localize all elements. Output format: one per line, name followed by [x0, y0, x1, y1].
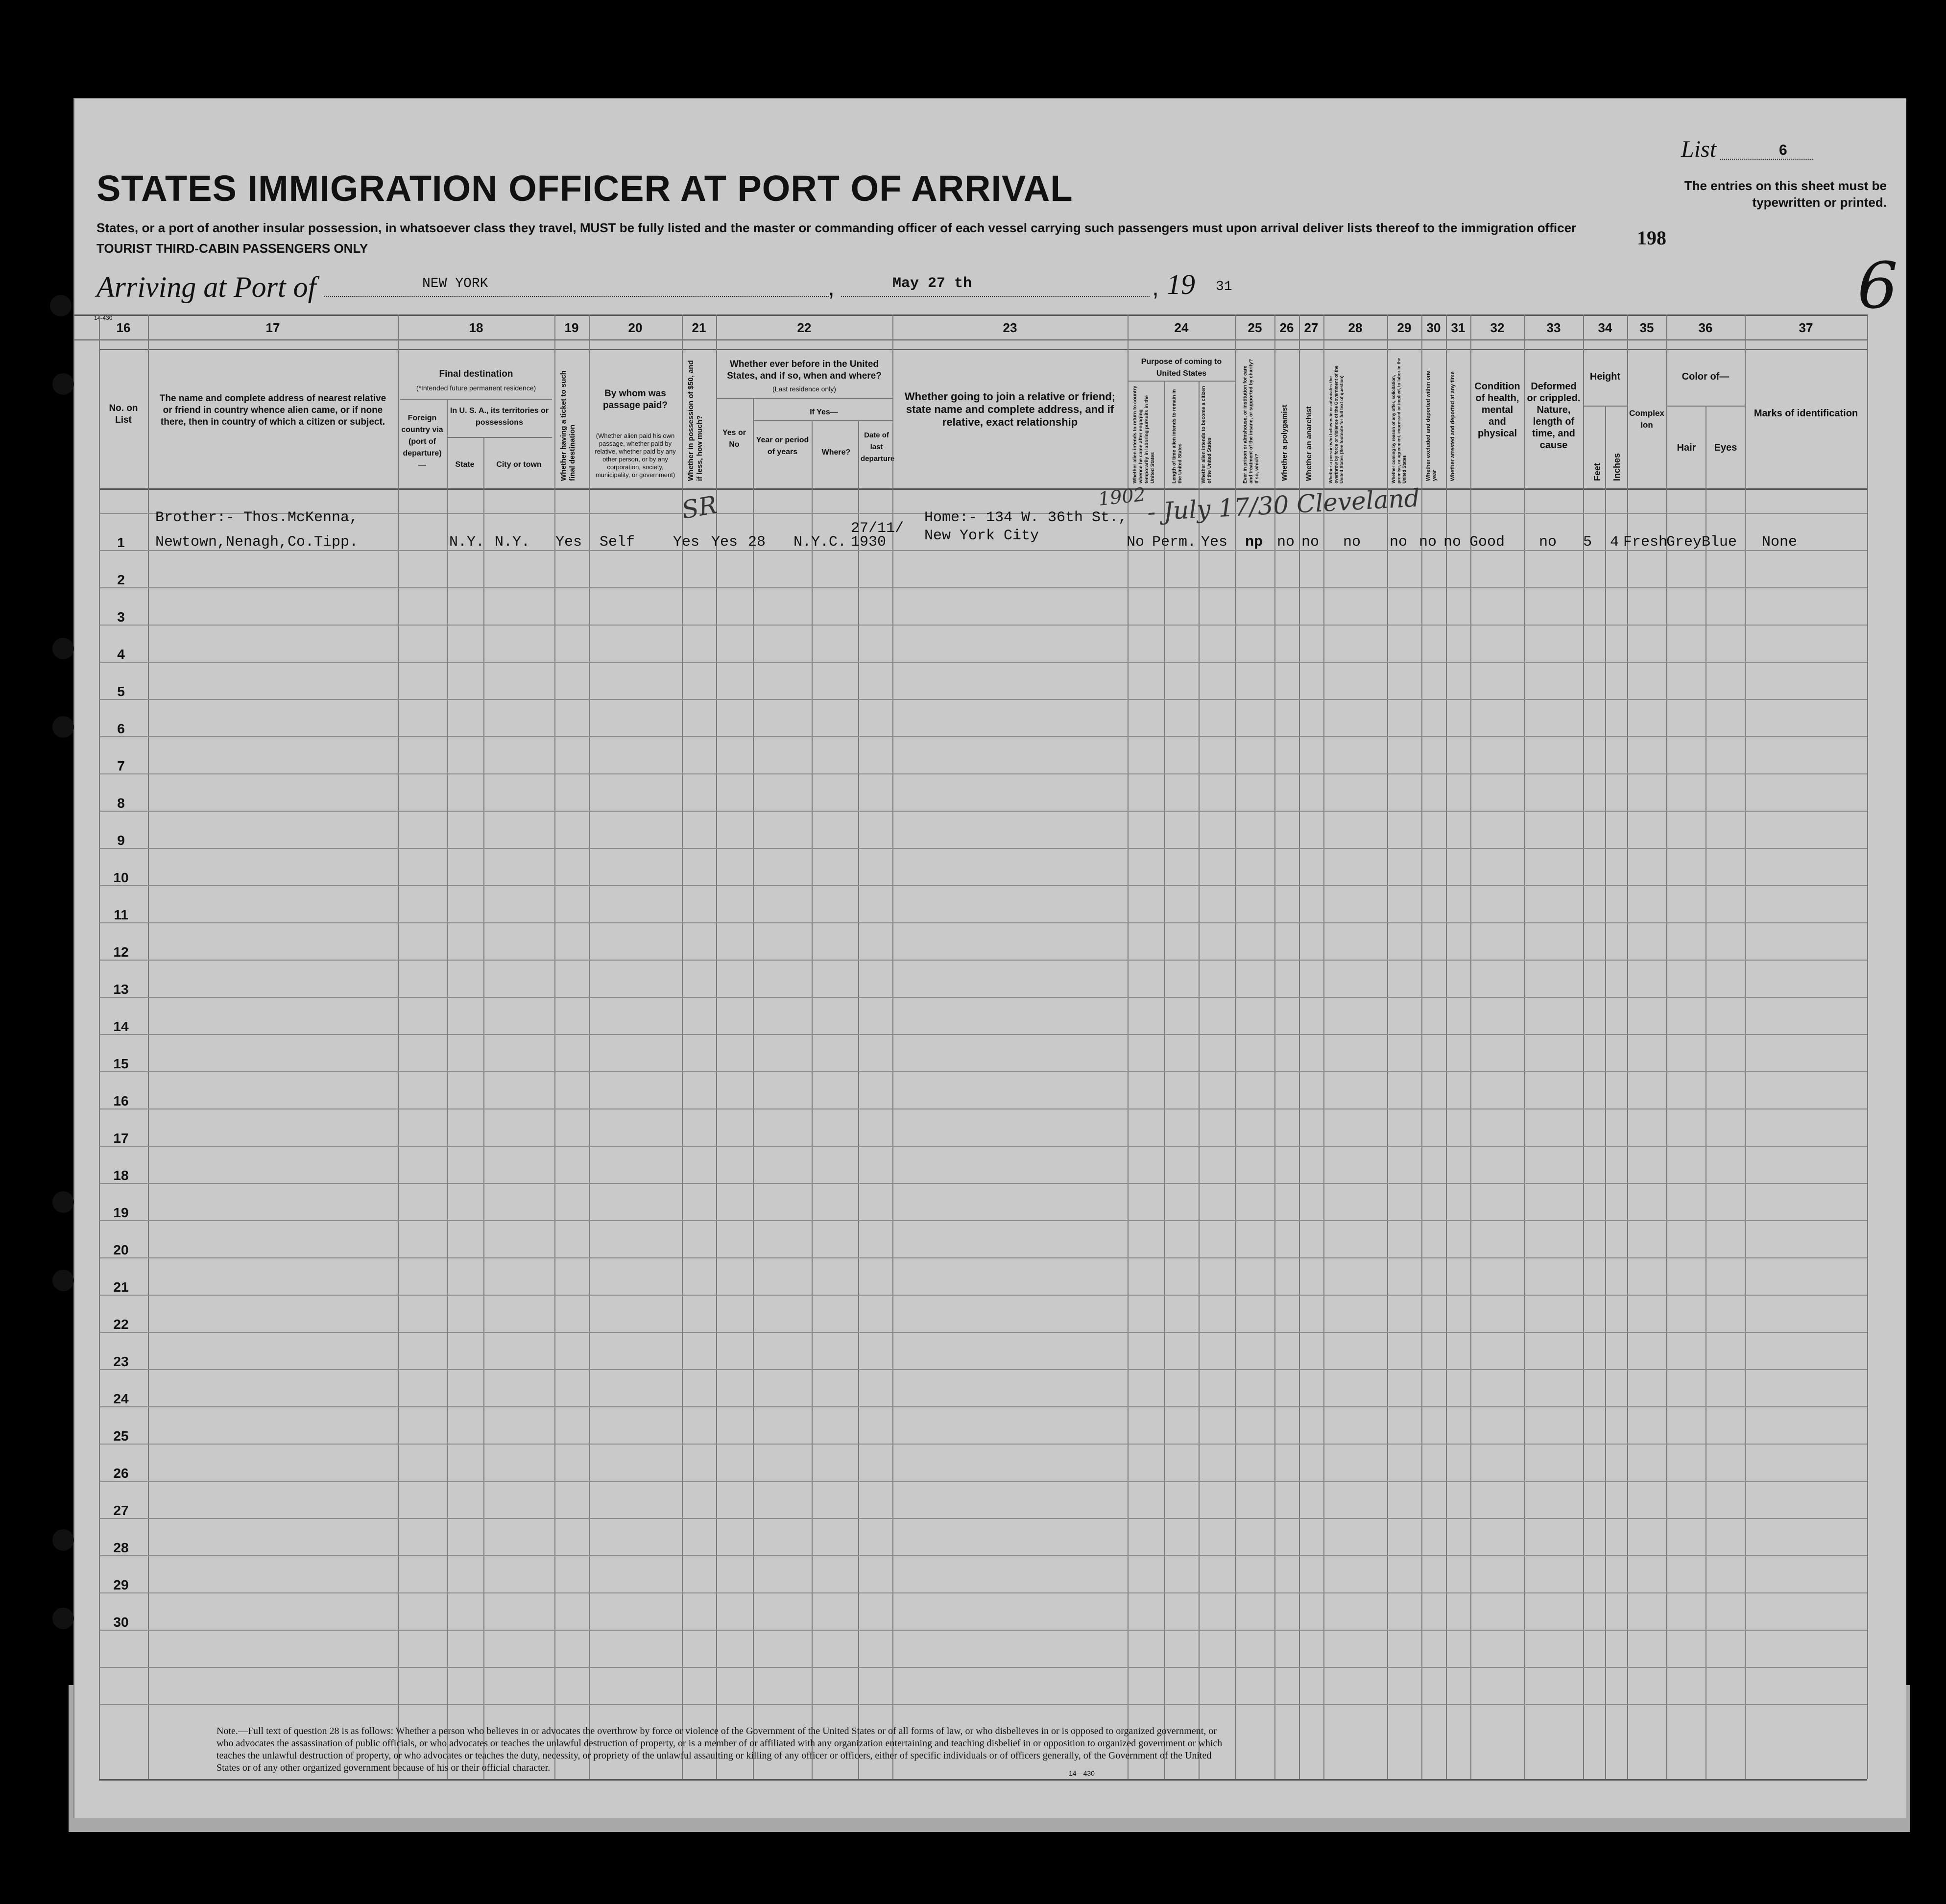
grid-vline [1605, 406, 1606, 1779]
grid-vline [1274, 314, 1275, 1779]
anarchist-value: no [1301, 534, 1320, 551]
comma-2: , [1152, 273, 1159, 301]
grid-hline [99, 1257, 1867, 1258]
header-joining: Whether going to join a relative or friend; state name and complete address, and if relative, exact relationship [904, 390, 1116, 428]
row-number: 7 [117, 758, 125, 773]
grid-hline [99, 1034, 1867, 1035]
header-prison: Ever in prison or almshouse, or institution for care and treatment of the insane, or supported by charity? If so, which? [1243, 359, 1260, 483]
header-complexion: Complexion [1629, 409, 1664, 430]
date-underline [841, 296, 1150, 297]
column-number-row [74, 314, 1867, 340]
punch-hole [52, 716, 74, 738]
col-num: 29 [1397, 320, 1412, 335]
col-num: 26 [1279, 320, 1294, 335]
marks-value: None [1762, 534, 1798, 551]
feet-value: 5 [1583, 534, 1592, 551]
col-num: 28 [1348, 320, 1363, 335]
sheet-number: 198 [1637, 227, 1666, 249]
header-final-destination-sub: (*Intended future permanent residence) [416, 384, 536, 392]
row-number: 11 [114, 907, 128, 922]
grid-vline [1867, 314, 1868, 1779]
row-number: 2 [117, 572, 125, 587]
header-period: Year or period of years [756, 436, 809, 456]
header-polygamist: Whether a polygamist [1280, 405, 1289, 481]
col-num: 25 [1248, 320, 1262, 335]
before-where-value: N.Y.C. [793, 534, 847, 551]
header-health: Condition of health, mental and physical [1474, 381, 1520, 439]
col-num: 30 [1426, 320, 1441, 335]
punch-hole [52, 638, 74, 659]
class-line: TOURIST THIRD-CABIN PASSENGERS ONLY [96, 241, 368, 256]
grid-vline [1235, 314, 1236, 1779]
col-num: 37 [1799, 320, 1813, 335]
city-value: N.Y. [495, 534, 530, 551]
citizen-intent-value: Yes [1201, 534, 1228, 551]
row-number: 30 [113, 1615, 129, 1630]
grid-vline [589, 314, 590, 1779]
row-number: 13 [113, 982, 129, 997]
rule [753, 420, 892, 421]
grid-hline [99, 885, 1867, 886]
header-return-intent: Whether alien intends to return to country whence he came after engaging temporarily in laboring pursuits in the United States [1132, 386, 1155, 483]
row-number: 19 [113, 1205, 129, 1220]
complexion-value: Fresh [1623, 534, 1668, 551]
grid-hline [99, 1146, 1867, 1147]
row-number: 1 [117, 535, 125, 550]
col-num: 21 [692, 320, 706, 335]
grid-hline [99, 699, 1867, 700]
comma-1: , [828, 273, 835, 301]
handwritten-annotation: SR [679, 490, 720, 525]
overthrow-value: no [1343, 534, 1361, 551]
header-nearest-relative: The name and complete address of nearest relative or friend in country whence alien came, or if none there, then in country of which a citizen or subject. [159, 393, 386, 427]
punch-hole [52, 373, 74, 395]
row-number: 17 [113, 1131, 129, 1146]
header-top-rule [99, 349, 1867, 350]
grid-hline [99, 848, 1867, 849]
header-bottom-rule [99, 488, 1867, 490]
row-number: 22 [113, 1317, 129, 1332]
grid-vline [1199, 381, 1200, 1779]
row-number: 9 [117, 833, 125, 848]
health-value: Good [1469, 534, 1505, 551]
grid-hline [99, 736, 1867, 737]
handwritten-annotation: 1902 [1097, 483, 1147, 510]
col-num: 33 [1546, 320, 1561, 335]
grid-hline [99, 1369, 1867, 1370]
row-number: 21 [113, 1279, 129, 1295]
list-label: List [1681, 136, 1717, 162]
row-number: 26 [113, 1466, 129, 1481]
header-final-destination: Final destination [439, 369, 513, 379]
hair-value: Grey [1666, 534, 1702, 551]
grid-hline [99, 1406, 1867, 1407]
grid-hline [99, 1295, 1867, 1296]
col-num: 34 [1598, 320, 1612, 335]
grid-hline [99, 1444, 1867, 1445]
header-color-of: Color of— [1682, 371, 1730, 382]
header-last-departure: Date of last departure [861, 431, 895, 463]
grid-vline [1524, 314, 1525, 1779]
grid-hline [99, 587, 1867, 588]
list-number: 6 [1779, 142, 1787, 158]
header-foreign-country: Foreign country via (port of departure)— [401, 414, 443, 469]
row-number: 10 [113, 870, 129, 885]
grid-vline [1387, 314, 1388, 1779]
row-number: 8 [117, 795, 125, 811]
row-number: 27 [113, 1503, 129, 1518]
punch-hole [52, 1270, 74, 1291]
date-value: May 27 th [892, 275, 972, 292]
page-title: STATES IMMIGRATION OFFICER AT PORT OF ARRIVAL [96, 168, 1073, 209]
row-number: 12 [113, 944, 129, 960]
grid-hline [99, 1704, 1867, 1705]
ticket-value: Yes [555, 534, 582, 551]
grid-hline [99, 1592, 1867, 1593]
entries-note: The entries on this sheet must be typewritten or printed. [1684, 178, 1887, 210]
header-length-stay: Length of time alien intends to remain in the United States [1172, 389, 1183, 483]
header-marks: Marks of identification [1754, 408, 1858, 419]
grid-hline [99, 1332, 1867, 1333]
header-fifty-dollars: Whether in possession of $50, and if less, how much? [687, 360, 704, 481]
port-value: NEW YORK [422, 276, 488, 291]
relative-line-2: Newtown,Nenagh,Co.Tipp. [155, 534, 359, 551]
row-number: 16 [113, 1093, 129, 1109]
col-num: 20 [628, 320, 643, 335]
grid-hline [99, 773, 1867, 774]
header-before-in-us-sub: (Last residence only) [772, 385, 836, 393]
form-code-top: 14-430 [94, 314, 113, 321]
grid-vline [99, 314, 100, 1779]
punch-hole [52, 1529, 74, 1551]
grid-vline [1164, 381, 1165, 1779]
grid-vline [1323, 314, 1324, 1779]
has-fifty-value: Yes [673, 534, 700, 551]
grid-hline [99, 625, 1867, 626]
header-yes-no: Yes or No [722, 429, 746, 449]
col-num: 19 [564, 320, 579, 335]
grid-hline [99, 1630, 1867, 1631]
header-passage-paid-sub: (Whether alien paid his own passage, whether paid by relative, whether paid by any other person, or by any corporation, society, municipality, or government) [595, 432, 676, 479]
deformed-value: no [1539, 534, 1557, 551]
grid-hline [99, 997, 1867, 998]
col-num: 32 [1490, 320, 1505, 335]
row-number: 29 [113, 1577, 129, 1592]
header-excluded: Whether excluded and deported within one year [1425, 371, 1438, 481]
row-number: 6 [117, 721, 125, 736]
arriving-label: Arriving at Port of [96, 271, 316, 303]
excluded-value: no [1419, 534, 1437, 551]
header-anarchist: Whether an anarchist [1305, 406, 1313, 481]
year-prefix: 19 [1167, 268, 1195, 300]
grid-bottom-rule [99, 1779, 1867, 1781]
grid-hline [99, 960, 1867, 961]
row-number: 14 [113, 1019, 129, 1034]
handwritten-mark: 6 [1857, 248, 1898, 323]
col-num: 27 [1304, 320, 1319, 335]
before-years-value: 28 [748, 534, 766, 551]
header-city: City or town [496, 460, 542, 469]
return-intent-value: No [1127, 534, 1145, 551]
list-underline [1720, 159, 1813, 160]
polygamist-value: no [1277, 534, 1295, 551]
rule [716, 398, 892, 399]
grid-vline [447, 399, 448, 1779]
row-number: 4 [117, 647, 125, 662]
header-hair: Hair [1677, 442, 1696, 453]
header-ticket: Whether having a ticket to such final destination [559, 370, 577, 481]
header-before-in-us: Whether ever before in the United States, and if so, when and where? [727, 359, 882, 381]
before-date-line-2: 1930 [851, 534, 887, 551]
header-if-yes: If Yes— [810, 408, 838, 416]
punch-hole [52, 1191, 74, 1213]
header-passage-paid: By whom was passage paid? [603, 388, 668, 410]
header-feet: Feet [1592, 462, 1602, 481]
rule [400, 399, 552, 400]
row-number: 28 [113, 1540, 129, 1555]
header-height: Height [1589, 371, 1621, 382]
grid-hline [99, 1183, 1867, 1184]
punch-hole [50, 295, 72, 316]
state-value: N.Y. [449, 534, 485, 551]
header-eyes: Eyes [1714, 442, 1737, 453]
rule [447, 437, 552, 438]
before-date-line-1: 27/11/ [851, 520, 904, 537]
header-citizen-intent: Whether alien intends to become a citizen of the United States [1201, 386, 1212, 483]
joining-line-2: New York City [924, 528, 1039, 544]
row-number: 18 [113, 1168, 129, 1183]
col-num: 36 [1698, 320, 1713, 335]
grid-hline [99, 662, 1867, 663]
col-num: 24 [1174, 320, 1189, 335]
header-no-on-list: No. on List [109, 403, 138, 425]
row-number: 3 [117, 609, 125, 625]
header-state: State [455, 460, 475, 469]
grid-hline [99, 1518, 1867, 1519]
header-labor-offer: Whether coming by reason of any offer, solicitation, promise, or agreement, expressed or implied, to labor in the United States [1391, 358, 1407, 483]
grid-vline [398, 314, 399, 1779]
labor-offer-value: no [1390, 534, 1408, 551]
header-overthrow: Whether a person who believes in or advocates the overthrow by force or violence of the Government of the United States (See footnote for full text of question) [1328, 365, 1344, 483]
grid-vline [483, 437, 484, 1779]
header-where: Where? [821, 448, 851, 457]
row-number: 23 [113, 1354, 129, 1369]
grid-hline [99, 1220, 1867, 1221]
grid-hline [99, 1667, 1867, 1668]
eyes-value: Blue [1702, 534, 1737, 551]
joining-line-1: Home:- 134 W. 36th St., [924, 509, 1128, 526]
header-arrested: Whether arrested and deported at any time [1450, 371, 1456, 481]
before-yes-value: Yes [711, 534, 738, 551]
grid-vline [1745, 314, 1746, 1779]
grid-hline [99, 1481, 1867, 1482]
grid-hline [99, 1555, 1867, 1556]
arrested-value: no [1443, 534, 1462, 551]
col-num: 31 [1451, 320, 1466, 335]
year-suffix: 31 [1216, 279, 1232, 294]
length-stay-value: Perm. [1152, 534, 1197, 551]
header-in-usa: In U. S. A., its territories or possessions [450, 407, 549, 427]
grid-hline [99, 1071, 1867, 1072]
form-code-bottom: 14—430 [1069, 1769, 1095, 1777]
grid-hline [99, 811, 1867, 812]
inches-value: 4 [1610, 534, 1619, 551]
row-number: 24 [113, 1391, 129, 1406]
col-num: 16 [116, 320, 131, 335]
port-underline [324, 296, 829, 297]
col-num: 18 [469, 320, 483, 335]
header-inches: Inches [1612, 453, 1622, 481]
manifest-sheet [73, 98, 1906, 1818]
punch-hole [52, 1608, 74, 1629]
grid-vline [1299, 314, 1300, 1779]
row-number: 20 [113, 1242, 129, 1257]
paid-by-value: Self [600, 534, 635, 551]
header-deformed: Deformed or crippled. Nature, length of time, and cause [1527, 381, 1581, 451]
header-purpose: Purpose of coming to United States [1141, 358, 1222, 378]
rule [1128, 381, 1235, 382]
row-number: 15 [113, 1056, 129, 1071]
grid-vline [753, 398, 754, 1779]
row-number: 25 [113, 1428, 129, 1444]
page-subtitle: States, or a port of another insular possession, in whatsoever class they travel, MUST be fully listed and the master or commanding officer of each vessel carrying such passengers must upon arrival deliver lists thereof to the immigration officer [96, 220, 1577, 235]
grid-vline [148, 314, 149, 1779]
row-number: 5 [117, 684, 125, 699]
col-num: 22 [797, 320, 812, 335]
footnote: Note.—Full text of question 28 is as follows: Whether a person who believes in or advocates the overthrow by force or violence of the Government of the United States or of all forms of law, or who disbelieves in or is opposed to organized government, or who advocates the assassination of public officials, or who advocates or teaches the unlawful destruction of property, or is a member of or affiliated with any organization entertaining and teaching disbelief in or opposition to organized government or which teaches the unlawful destruction of property, or who advocates or teaches the duty, necessity, or propriety of the unlawful assaulting or killing of any officer or officers, either of specific individuals or of officers generally, of the Government of the United States or of any other organized government because of his or their official character. [216, 1726, 1223, 1773]
col-num: 35 [1639, 320, 1654, 335]
prison-value: np [1245, 534, 1263, 551]
relative-line-1: Brother:- Thos.McKenna, [155, 509, 359, 526]
grid-hline [99, 922, 1867, 923]
handwritten-annotation: - July 17/30 Cleveland [1146, 483, 1420, 527]
col-num: 23 [1003, 320, 1017, 335]
col-num: 17 [265, 320, 280, 335]
grid-hline [99, 550, 1867, 551]
